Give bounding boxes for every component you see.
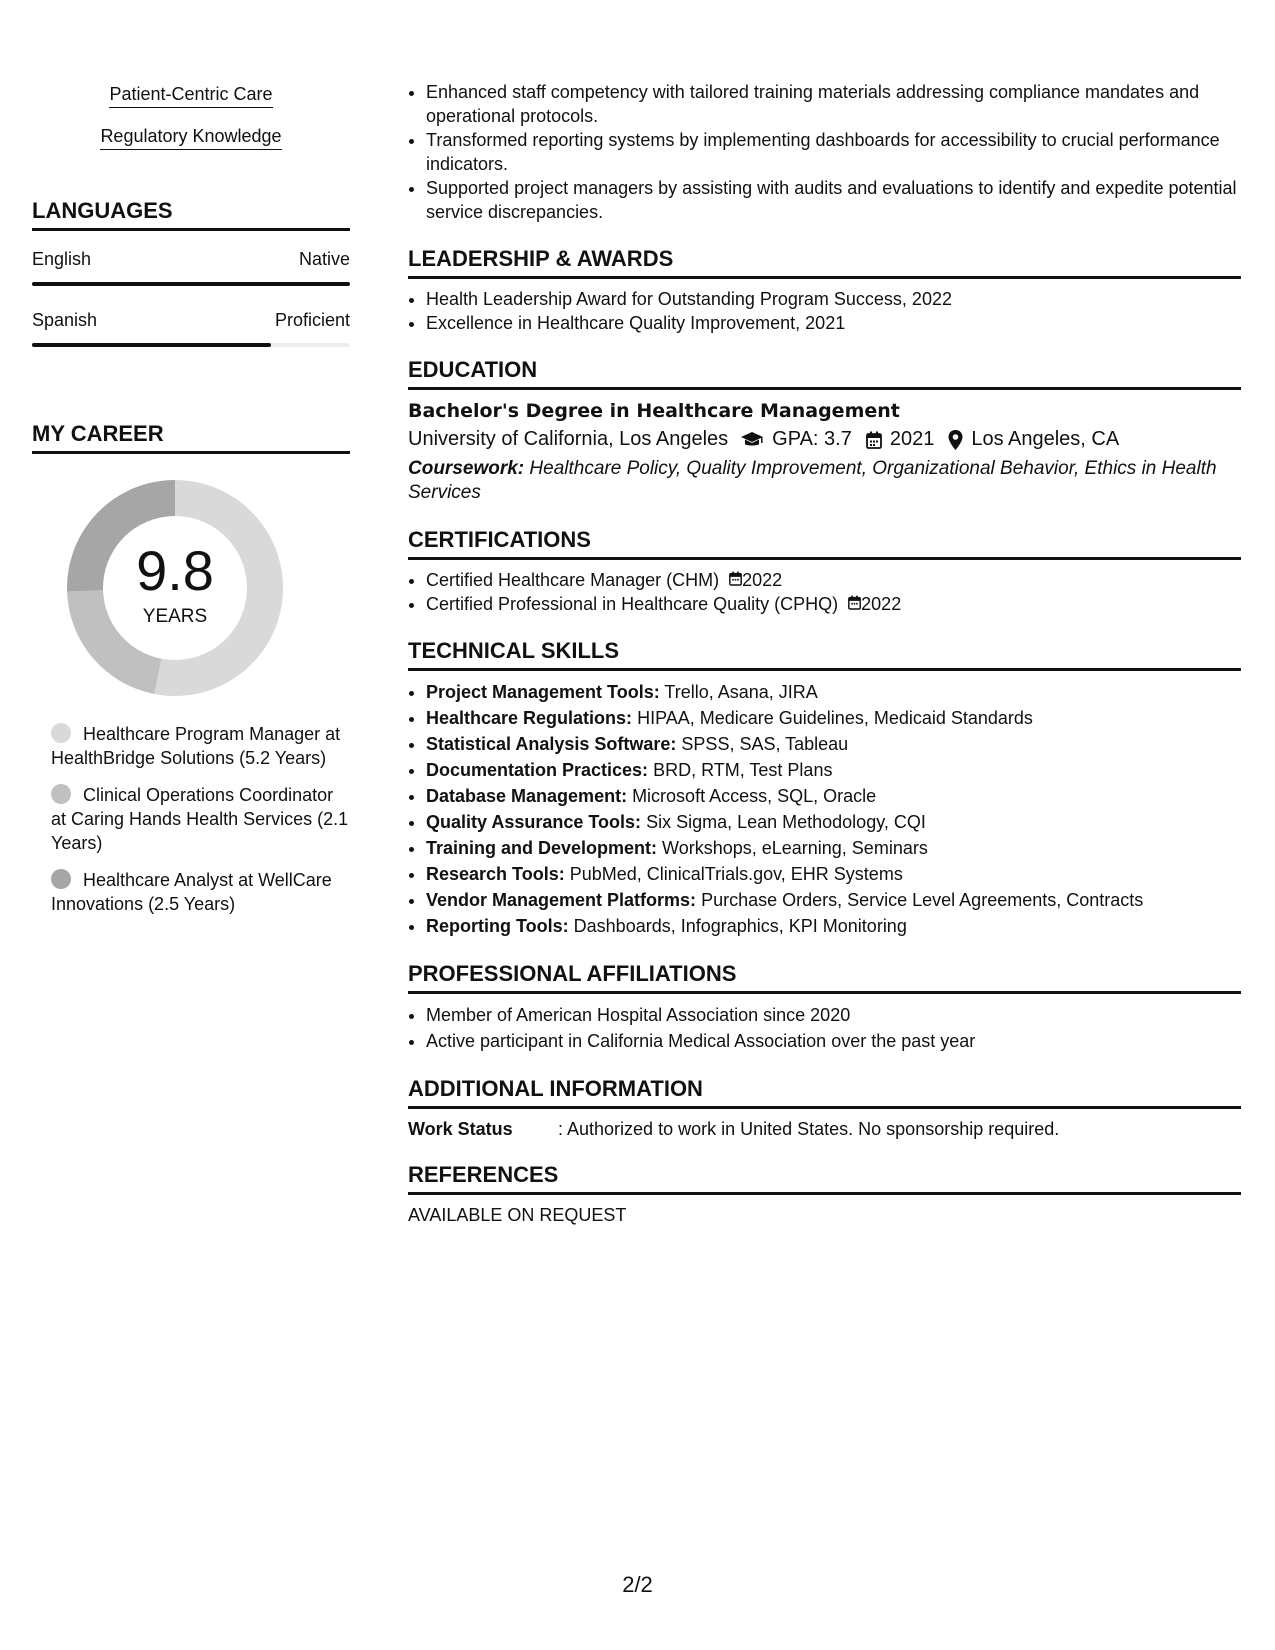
work-status-value: : Authorized to work in United States. No sponsorship required. bbox=[558, 1119, 1060, 1139]
legend-label: Clinical Operations Coordinator at Caring Hands Health Services (2.1 Years) bbox=[51, 785, 349, 853]
skill-category: Reporting Tools: bbox=[426, 916, 569, 936]
languages-heading: LANGUAGES bbox=[32, 198, 350, 231]
language-bar bbox=[32, 282, 350, 286]
work-status-row bbox=[408, 1119, 1241, 1140]
list-item bbox=[426, 861, 1241, 887]
language-bar-fill bbox=[32, 282, 350, 286]
graduation-year: 2021 bbox=[889, 428, 935, 450]
skill-values: Microsoft Access, SQL, Oracle bbox=[627, 786, 877, 806]
skill-category: Statistical Analysis Software: bbox=[426, 734, 677, 754]
coursework-label: Coursework: bbox=[408, 458, 525, 479]
legend-dot bbox=[51, 723, 71, 743]
legend-dot bbox=[51, 784, 71, 804]
legend-label: Healthcare Program Manager at HealthBridge Solutions (5.2 Years) bbox=[51, 724, 341, 768]
cert-year: 2022 bbox=[742, 570, 783, 590]
education-location: Los Angeles, CA bbox=[971, 428, 1120, 450]
section-heading: LEADERSHIP & AWARDS bbox=[408, 246, 1241, 279]
skill-tag bbox=[32, 84, 350, 108]
list-item bbox=[426, 568, 1241, 592]
section-heading: PROFESSIONAL AFFILIATIONS bbox=[408, 961, 1241, 994]
skill-tag-label: Regulatory Knowledge bbox=[100, 126, 281, 150]
cert-name: Certified Healthcare Manager (CHM) bbox=[426, 570, 720, 590]
legend-dot bbox=[51, 869, 71, 889]
left-column bbox=[32, 0, 350, 929]
technical-skills-section bbox=[408, 638, 1241, 939]
career-donut bbox=[32, 468, 350, 708]
calendar-icon bbox=[848, 594, 861, 614]
skill-category: Training and Development: bbox=[426, 838, 658, 858]
list-item: • Active participant in California Medical Association over the past year bbox=[426, 1028, 1241, 1054]
list-item bbox=[426, 887, 1241, 913]
leadership-section bbox=[408, 246, 1241, 335]
school: University of California, Los Angeles bbox=[408, 428, 729, 450]
skill-category: Research Tools: bbox=[426, 864, 565, 884]
skill-values: Purchase Orders, Service Level Agreements, Contracts bbox=[696, 890, 1144, 910]
skill-category: Database Management: bbox=[426, 786, 628, 806]
language-item bbox=[32, 249, 350, 286]
cert-year: 2022 bbox=[861, 594, 902, 614]
language-bar-fill bbox=[32, 343, 271, 347]
degree: Bachelor's Degree in Healthcare Management bbox=[408, 400, 900, 422]
list-item bbox=[426, 757, 1241, 783]
skill-values: Dashboards, Infographics, KPI Monitoring bbox=[568, 916, 907, 936]
language-item bbox=[32, 310, 350, 347]
career-legend-item bbox=[51, 783, 350, 855]
skill-category: Documentation Practices: bbox=[426, 760, 649, 780]
list-item bbox=[426, 809, 1241, 835]
section-heading: TECHNICAL SKILLS bbox=[408, 638, 1241, 671]
career-legend-item bbox=[51, 868, 350, 916]
cert-name: Certified Professional in Healthcare Quality (CPHQ) bbox=[426, 594, 839, 614]
section-heading: REFERENCES bbox=[408, 1162, 1241, 1195]
calendar-icon bbox=[866, 428, 882, 451]
coursework-list: Healthcare Policy, Quality Improvement, Organizational Behavior, Ethics in Health Services bbox=[408, 458, 1217, 503]
skill-category: Vendor Management Platforms: bbox=[426, 890, 697, 910]
skill-values: Trello, Asana, JIRA bbox=[659, 682, 818, 702]
skill-values: PubMed, ClinicalTrials.gov, EHR Systems bbox=[564, 864, 903, 884]
gpa: GPA: 3.7 bbox=[772, 428, 852, 450]
list-item bbox=[426, 679, 1241, 705]
list-item: • Enhanced staff competency with tailored training materials addressing compliance mandates and operational protocols. bbox=[426, 80, 1241, 128]
skill-category: Healthcare Regulations: bbox=[426, 708, 633, 728]
additional-info-section bbox=[408, 1076, 1241, 1140]
skill-values: BRD, RTM, Test Plans bbox=[648, 760, 833, 780]
skill-category: Project Management Tools: bbox=[426, 682, 660, 702]
right-column bbox=[408, 0, 1241, 1226]
list-item: • Member of American Hospital Association since 2020 bbox=[426, 1002, 1241, 1028]
section-heading: ADDITIONAL INFORMATION bbox=[408, 1076, 1241, 1109]
career-legend-item bbox=[51, 722, 350, 770]
calendar-icon bbox=[729, 570, 742, 590]
career-unit: YEARS bbox=[142, 606, 208, 627]
list-item bbox=[426, 705, 1241, 731]
career-heading: MY CAREER bbox=[32, 421, 350, 454]
education-details bbox=[408, 428, 1241, 451]
location-pin-icon bbox=[948, 428, 963, 451]
language-name: English bbox=[32, 249, 92, 269]
section-heading: EDUCATION bbox=[408, 357, 1241, 390]
page-number: 2/2 bbox=[622, 1572, 653, 1597]
skill-tag-label: Patient-Centric Care bbox=[109, 84, 272, 108]
experience-bullets bbox=[408, 80, 1241, 224]
language-level: Native bbox=[298, 249, 350, 269]
list-item bbox=[426, 913, 1241, 939]
education-section bbox=[408, 357, 1241, 505]
list-item bbox=[426, 783, 1241, 809]
section-heading: CERTIFICATIONS bbox=[408, 527, 1241, 560]
skill-category: Quality Assurance Tools: bbox=[426, 812, 642, 832]
list-item: • Transformed reporting systems by implementing dashboards for accessibility to crucial performance indicators. bbox=[426, 128, 1241, 176]
legend-label: Healthcare Analyst at WellCare Innovations (2.5 Years) bbox=[51, 870, 332, 914]
list-item bbox=[426, 835, 1241, 861]
coursework bbox=[408, 457, 1241, 505]
language-level: Proficient bbox=[274, 310, 350, 330]
references-text: AVAILABLE ON REQUEST bbox=[408, 1205, 627, 1225]
skill-values: HIPAA, Medicare Guidelines, Medicaid Standards bbox=[632, 708, 1033, 728]
career-total: 9.8 bbox=[136, 539, 214, 602]
career-legend bbox=[51, 722, 350, 916]
references-section bbox=[408, 1162, 1241, 1226]
work-status-label: Work Status bbox=[408, 1119, 513, 1139]
affiliations-section bbox=[408, 961, 1241, 1054]
skill-tag bbox=[32, 126, 350, 150]
list-item bbox=[426, 731, 1241, 757]
list-item: • Excellence in Healthcare Quality Improvement, 2021 bbox=[426, 311, 1241, 335]
language-bar bbox=[32, 343, 350, 347]
certifications-section bbox=[408, 527, 1241, 616]
language-name: Spanish bbox=[32, 310, 98, 330]
skill-values: SPSS, SAS, Tableau bbox=[676, 734, 849, 754]
list-item: • Health Leadership Award for Outstanding Program Success, 2022 bbox=[426, 287, 1241, 311]
list-item bbox=[426, 592, 1241, 616]
skill-values: Workshops, eLearning, Seminars bbox=[657, 838, 928, 858]
graduation-cap-icon bbox=[740, 428, 764, 451]
skill-values: Six Sigma, Lean Methodology, CQI bbox=[641, 812, 926, 832]
list-item: • Supported project managers by assisting with audits and evaluations to identify and expedite potential service discrepancies. bbox=[426, 176, 1241, 224]
